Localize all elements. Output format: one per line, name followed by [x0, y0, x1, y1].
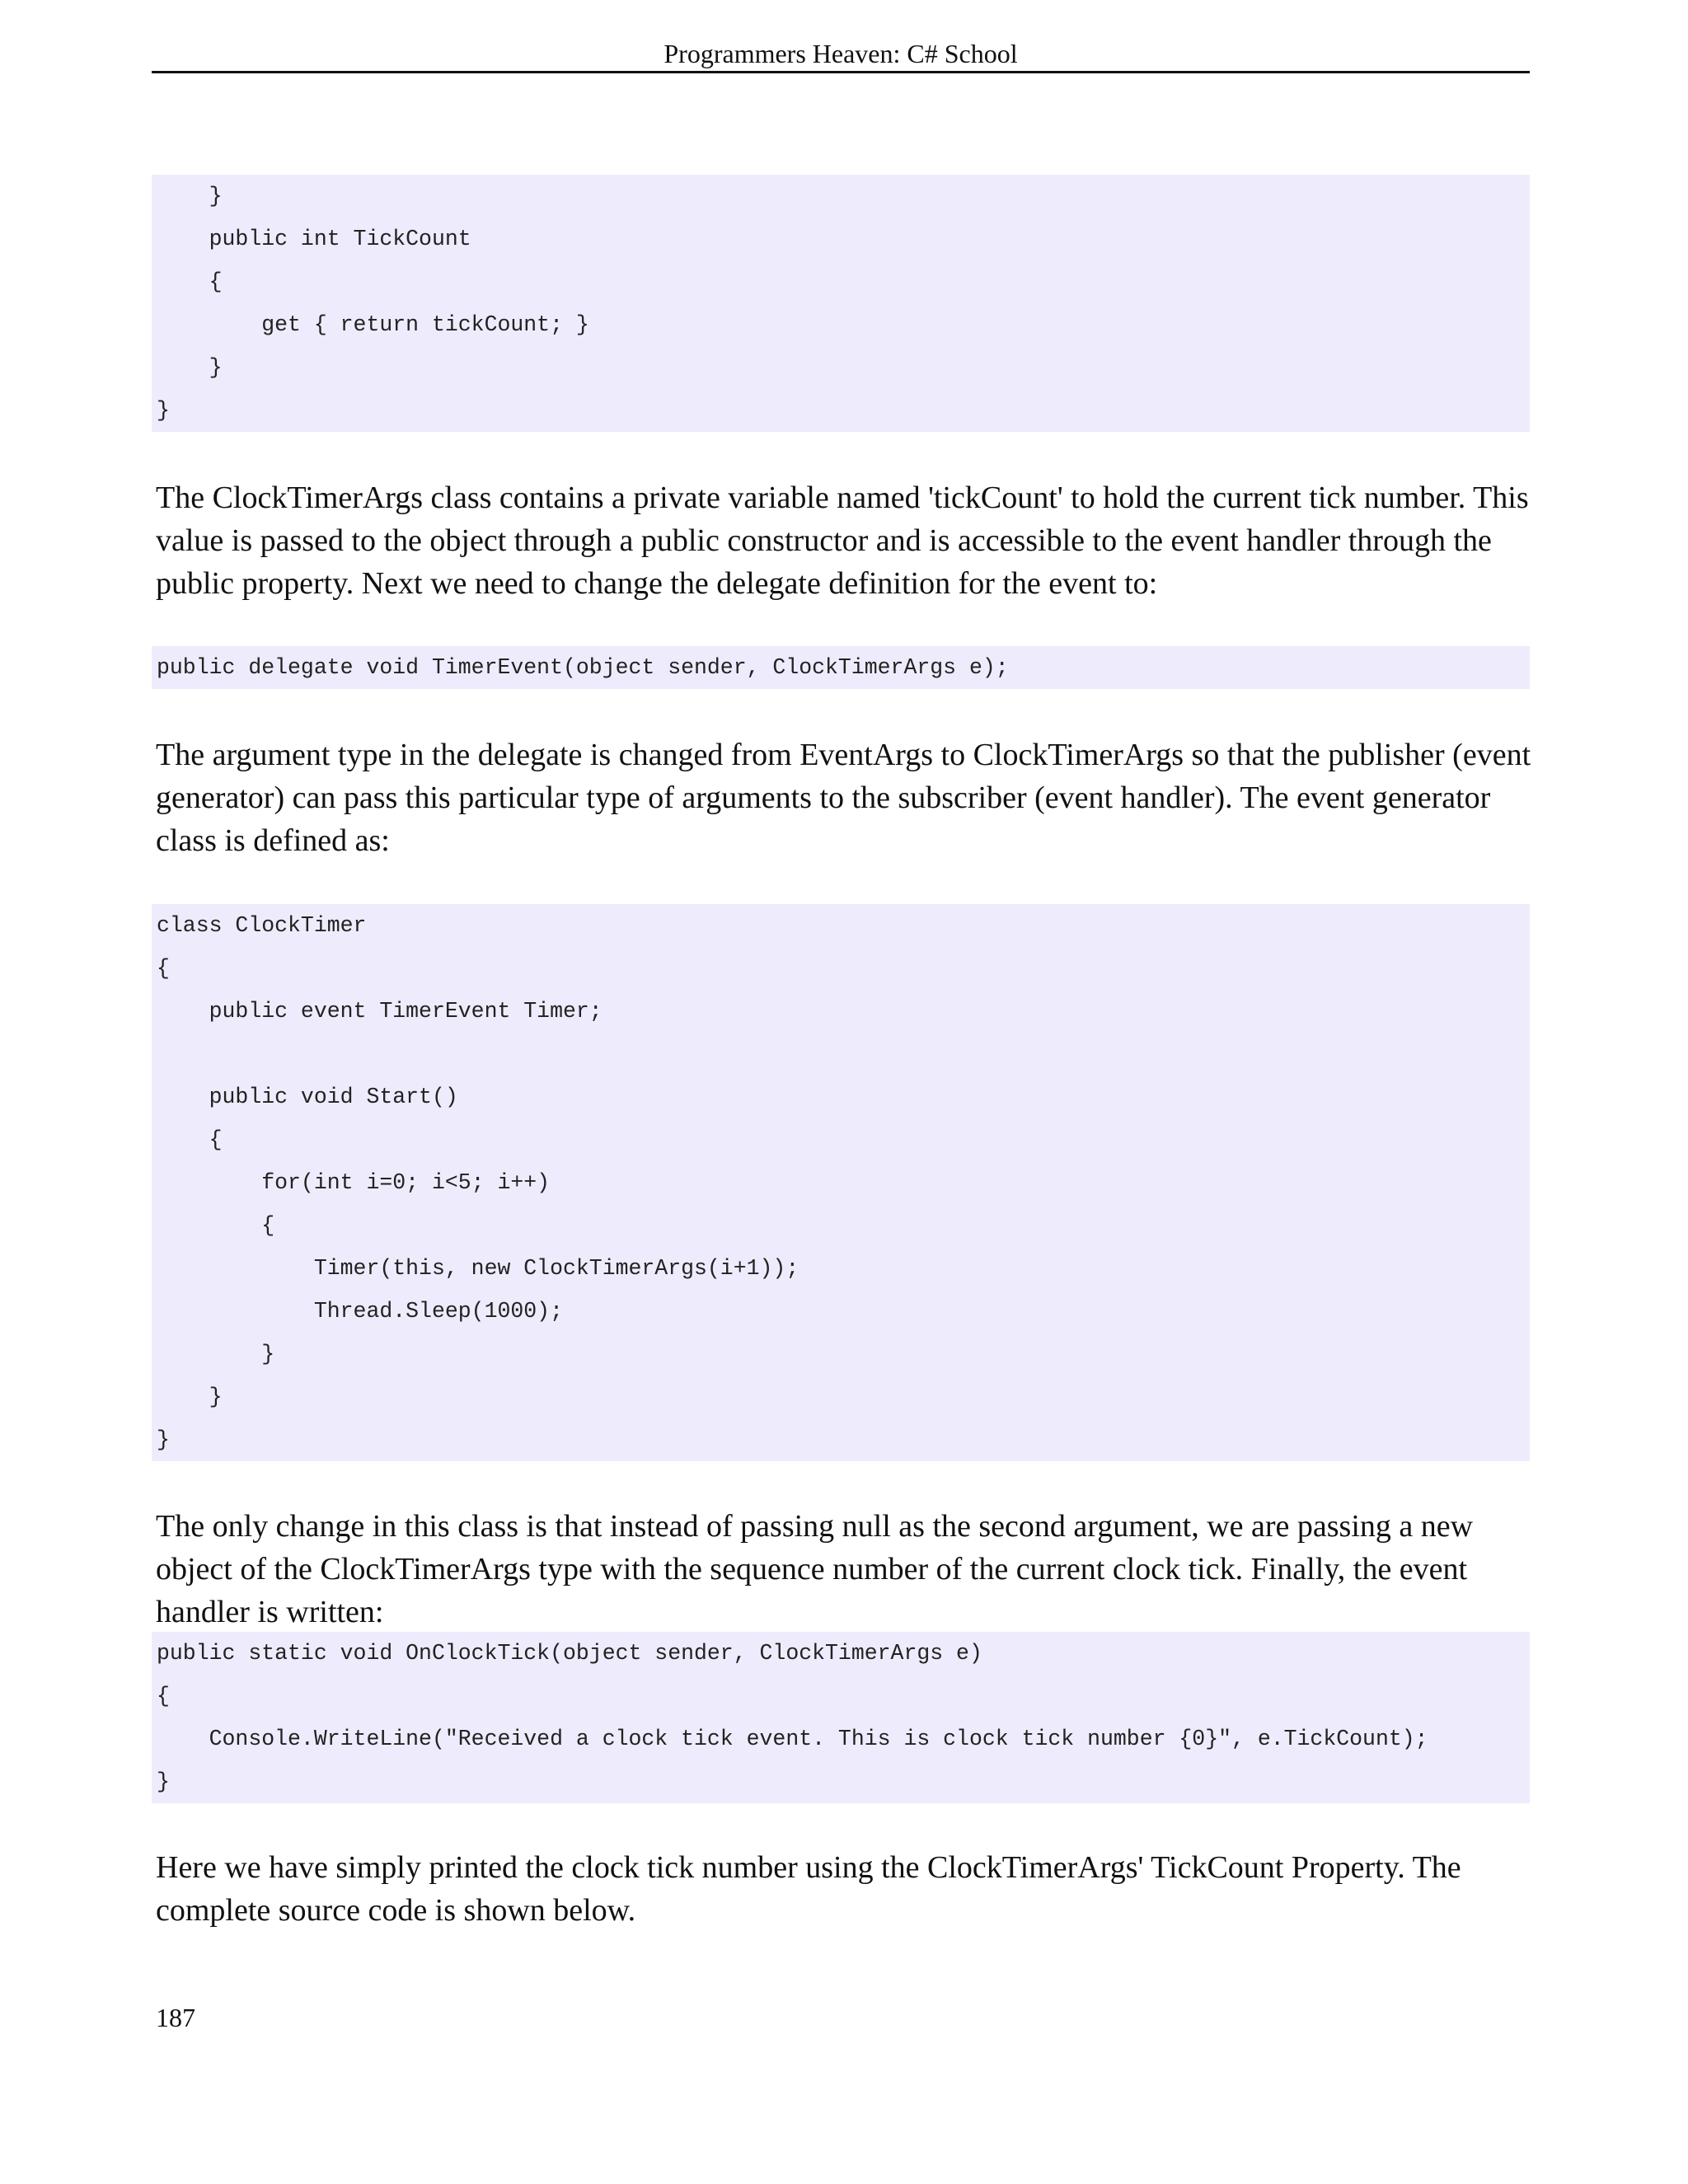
code-line: }	[157, 1769, 170, 1794]
code-block-tickcount-property	[152, 175, 1530, 432]
code-line: public static void OnClockTick(object sender, ClockTimerArgs e)	[157, 1641, 982, 1666]
code-line: public int TickCount	[157, 227, 471, 251]
code-block-clocktimer-class	[152, 904, 1530, 1461]
page-header: Programmers Heaven: C# School	[152, 36, 1530, 73]
code-line: Console.WriteLine("Received a clock tick event. This is clock tick number {0}", e.TickCount);	[157, 1727, 1428, 1751]
paragraph: Here we have simply printed the clock tick number using the ClockTimerArgs' TickCount Property. The complete source code is shown below.	[156, 1850, 1461, 1928]
code-line: }	[157, 398, 170, 423]
code-line: Thread.Sleep(1000);	[157, 1299, 563, 1324]
code-line: class ClockTimer	[157, 913, 367, 938]
paragraph: The ClockTimerArgs class contains a private variable named 'tickCount' to hold the current tick number. This value is passed to the object through a public constructor and is accessible to the event handler through the public property. Next we need to change the delegate definition for the event to:	[156, 480, 1529, 601]
code-line: {	[157, 269, 223, 294]
code-line: }	[157, 355, 223, 380]
paragraph: The only change in this class is that instead of passing null as the second argument, we are passing a new object of the ClockTimerArgs type with the sequence number of the current clock tick. Finally, the event handler is written:	[156, 1509, 1474, 1629]
code-line: Timer(this, new ClockTimerArgs(i+1));	[157, 1256, 799, 1281]
code-line: for(int i=0; i<5; i++)	[157, 1170, 551, 1195]
code-block-onclocktick-handler	[152, 1632, 1530, 1803]
code-line: get { return tickCount; }	[157, 312, 589, 337]
code-line: }	[157, 1342, 275, 1366]
code-line: }	[157, 1385, 223, 1409]
code-line: }	[157, 1427, 170, 1452]
code-line	[157, 1033, 1530, 1076]
code-line: {	[157, 956, 170, 981]
code-line: public void Start()	[157, 1085, 458, 1109]
paragraph: The argument type in the delegate is changed from EventArgs to ClockTimerArgs so that the publisher (event generator) can pass this particular type of arguments to the subscriber (event handler). The event generator class is defined as:	[156, 738, 1531, 858]
code-line: public delegate void TimerEvent(object sender, ClockTimerArgs e);	[157, 655, 1009, 680]
code-line: {	[157, 1127, 223, 1152]
code-block-delegate-definition	[152, 646, 1530, 689]
code-line: {	[157, 1684, 170, 1708]
page-number: 187	[156, 2003, 195, 2032]
code-line: {	[157, 1213, 275, 1238]
code-line: }	[157, 184, 223, 209]
code-line: public event TimerEvent Timer;	[157, 999, 603, 1024]
